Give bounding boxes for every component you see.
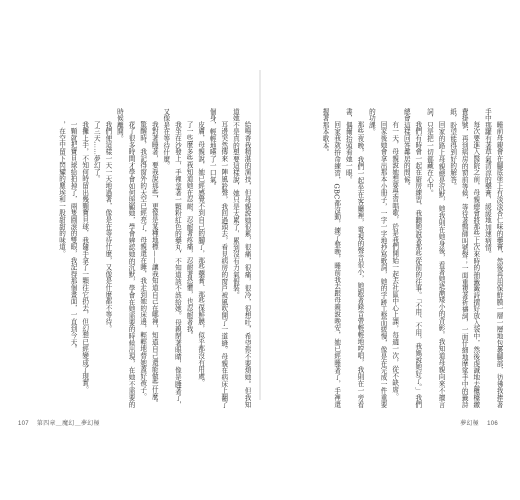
left-page-paragraph: 了三天……夢幻了。: [92, 121, 101, 183]
right-running-title: 夢幻極: [460, 421, 480, 427]
left-page-paragraph: 我攤上手，不知何時留出幾顆寶貝球，我隨手拿了一顆往它扔去，但幻想已經變成了現實。: [80, 121, 89, 394]
left-page-paragraph: 了一些麼多些我知道她在忍耐，忍耐著疼痛，忍耐著恐懼，也忍耐著我。: [185, 121, 194, 339]
left-page-paragraph: 花了很多時間才學會如何照顧她，學會辨認她的沉默，學會在她需要的時候出現，在她不需要的時候離開。: [115, 108, 136, 408]
right-page-paragraph: 回家我就拚命練習，GBC都沒動，練了整晚，睡前我去跟母親說晚安，她已經睡著了，手裡還握著那本歌本。: [321, 108, 341, 408]
left-page-paragraph: 皮膚，母親說，她已經感覺不到自己的腳了，那些藥膏、那些保鮮膜，似乎都沒有用處。: [196, 121, 205, 387]
left-page-paragraph: ，在空中留下閃耀的塵埃和一股甜甜的味道。: [57, 121, 66, 258]
right-page-paragraph: 有一天，母親說她想要學習唱歌，於是我們開始一起去社區中心上課，每週一次，從不缺席。: [390, 121, 399, 400]
left-page-paragraph: 耳邊突然傳來一陣風鈴聲，我回過頭去，看見病房的窗戶被風吹開了一道縫。母親在病床上翻了個身，輕輕地嘆了一口氣。: [208, 108, 228, 408]
left-running-title: 第四章＿魔幻＿夢幻極: [36, 421, 100, 427]
right-page-number: 106: [487, 421, 498, 427]
right-page-paragraph: 每次要進入醫院之前，母親總會將那些上次來時的抽籤籤詩摺好放入袋中，然後虔誠地去櫃檯繳費掛號，再到病房的窗前等候，等待著醫師叫號聲；一面重複著祈禱詞，一面仔細地摩挲手中的籤詩紙，盼望能得到好的解答。: [448, 108, 480, 408]
left-page-paragraph: 一顆就把寶貝球給拍掉了，兩隻圓滾的雙眼，我記得那個畫面，一直到今天。: [69, 121, 78, 353]
right-page-paragraph: 回家後她會拿出那本小冊子，一字一字地抄寫歌詞，她的字跡工整而緩慢，像是在完成一件重要的功課。: [367, 108, 388, 408]
right-page-paragraph: 睡前母親會在腳底塗上有淡淡杏仁味的藥膏，然後再用保鮮膜一層一層地包裹腳部，彷彿我捧著手中那罐有著草氣清涼的藥膏，緩緩地加速病情。: [483, 108, 503, 408]
left-page-number: 107: [18, 421, 29, 427]
left-page-paragraph: 我坐在沙發上，手裡拿著一顆粉紅色的藥丸，不知道該不該給她。母親閉著眼睛，像是睡著了，又像是在等待什麼。: [161, 108, 182, 408]
left-page-paragraph: 我們便這樣一天一天地過著，像是在等待什麼，又像是什麼都不等待。: [103, 121, 112, 332]
right-page-paragraph: 回家的路上母親總是沉默，她我則在她身後，看著她逐漸矮小的背影。我知道母親向來不擅言詞，只是把一切都藏在心中。: [425, 108, 446, 408]
right-folio: [460, 418, 504, 427]
left-page-text: [16, 108, 252, 408]
left-page-paragraph: 驚醒時，我記得窗外的天空已經亮了，母親還在睡，我走到她的床邊，輕輕地替她蓋好被子。: [138, 121, 147, 400]
left-page-paragraph: 給鳴香我精湛的演技，但母親說她很累，很痛，很痛，很冷，很想吐，希望你不要煩她。但我知道她不是真的想要這樣說，她只是太累了，累到沒有力氣假裝。: [231, 108, 251, 408]
left-folio: [18, 418, 106, 427]
right-page-paragraph: 那些夜晚，我們一起坐在客廳裡，電視的聲音很小，她跟著錄音帶輕輕地哼唱，我則在一旁看書，偶爾抬頭看她一眼。: [344, 108, 364, 408]
right-page: [268, 108, 504, 408]
right-page-text: [268, 108, 504, 408]
left-page: [16, 108, 252, 408]
left-page-paragraph: 我對著睡著，要我說那些，更像是某種地標——讓我知道自己在哪裡，知道自己還能做些什麼。: [150, 121, 159, 407]
right-page-paragraph: 我們有時會一起在廚房練習，我聽她說著那些從前的往事。「不用、不用，我媽說她好了。」我們總會這樣回答鄰居的問候。: [402, 108, 422, 408]
book-gutter: [259, 70, 261, 400]
